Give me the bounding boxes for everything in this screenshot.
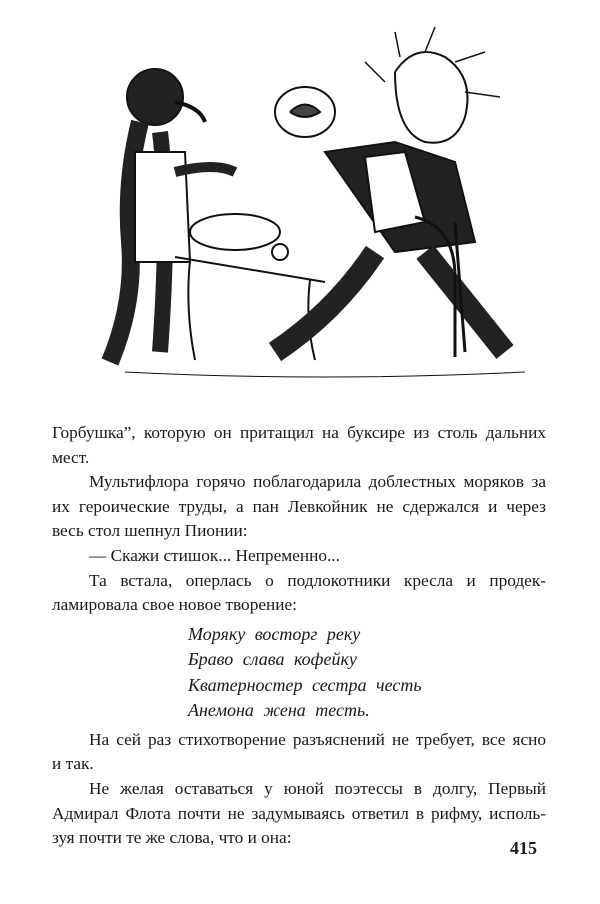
text-line: Не желая оставаться у юной поэтессы в долгу, Первый [89,778,546,798]
text-line: — Скажи стишок... Непременно... [89,545,340,565]
poem-line: Анемона жена тесть. [188,700,370,721]
poem-line: Моряку восторг реку [188,623,361,644]
text-line: зуя почти те же слова, что и она: [52,828,292,848]
text-line: Адмирал Флота почти не задумываясь ответил в рифму, исполь- [52,803,546,823]
text-line: мест. [52,447,90,467]
text-line: Мультифлора горячо поблагодарила доблестных моряков за [89,472,546,492]
text-line: их героические труды, а пан Левкойник не сдержался и через [52,496,546,516]
text-line: Та встала, оперлась о подлокотники кресла и продек- [89,570,546,590]
admiral-figure [275,27,505,357]
text-line: Горбушка”, которую он притащил на буксире из столь дальних [52,423,546,442]
poem-line: Кватерностер сестра честь [188,674,422,695]
page-body-text [52,421,546,851]
text-line: и так. [52,754,94,774]
poem-line: Браво слава кофейку [188,649,357,670]
text-line: На сей раз стихотворение разъяснений не требует, все ясно [89,729,546,749]
text-line: ламировала свое новое творение: [52,595,297,615]
text-line: весь стол шепнул Пионии: [52,521,248,541]
illustration-poodle-and-admiral [85,22,530,397]
page-number: 415 [510,838,537,858]
